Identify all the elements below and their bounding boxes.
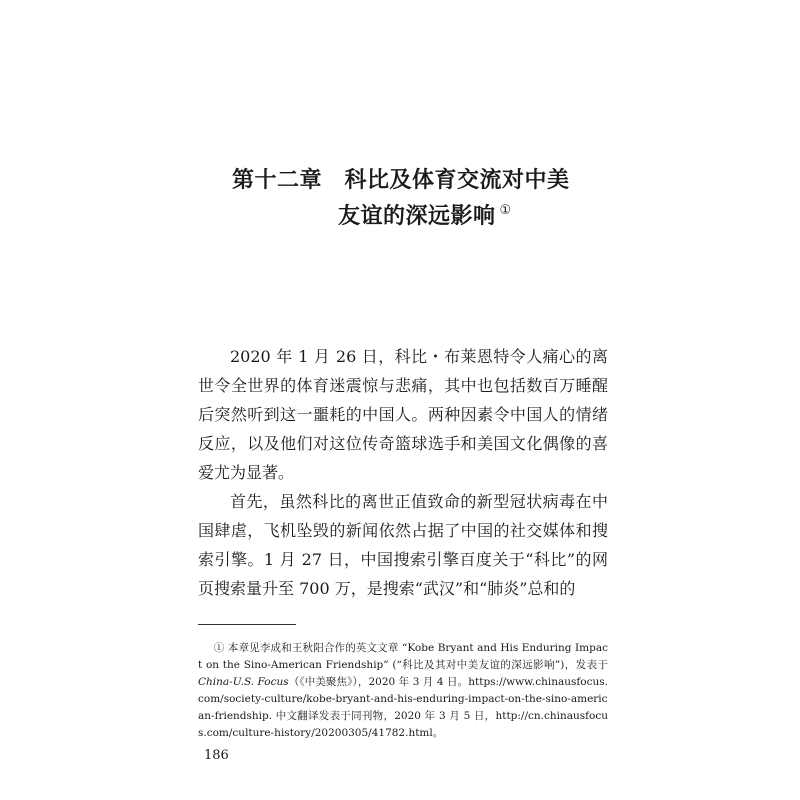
footnote-publication-title: China-U.S. Focus [198, 676, 289, 688]
footnote-text-after: （《中美聚焦》），2020 年 3 月 4 日。https://www.chinausfocus.com/society-culture/kobe-bryant-and-his-enduring-impact-on-the-sino-american-friendship. 中文翻译发表于同刊物，2020 年 3 月 5 日，http://cn.chinausfocus.com/culture-history/20200305/41782.html。 [198, 676, 608, 739]
chapter-title-line-1: 第十二章 科比及体育交流对中美 [232, 168, 570, 193]
body-text [198, 342, 608, 603]
chapter-title-line-2-text: 友谊的深远影响 [338, 204, 496, 229]
footnote-text [198, 640, 608, 742]
paragraph-1: 2020 年 1 月 26 日，科比・布莱恩特令人痛心的离世令全世界的体育迷震惊与悲痛，其中也包括数百万睡醒后突然听到这一噩耗的中国人。两种因素令中国人的情绪反应，以及他们对这位传奇篮球选手和美国文化偶像的喜爱尤为显著。 [198, 347, 608, 482]
footnote-text-before: ① 本章见李成和王秋阳合作的英文文章 “Kobe Bryant and His Enduring Impact on the Sino-American Friendship” (“科比及其对中美友谊的深远影响”)，发表于 [198, 642, 608, 671]
chapter-title-line-2 [338, 198, 512, 230]
footnote-rule [198, 624, 296, 625]
footnote [198, 640, 608, 742]
footnote-marker: ① [499, 203, 512, 218]
page-number: 186 [204, 748, 229, 763]
paragraph-2: 首先，虽然科比的离世正值致命的新型冠状病毒在中国肆虐，飞机坠毁的新闻依然占据了中国的社交媒体和搜索引擎。1 月 27 日，中国搜索引擎百度关于“科比”的网页搜索量升至 700 万，是搜索“武汉”和“肺炎”总和的 [198, 492, 608, 598]
